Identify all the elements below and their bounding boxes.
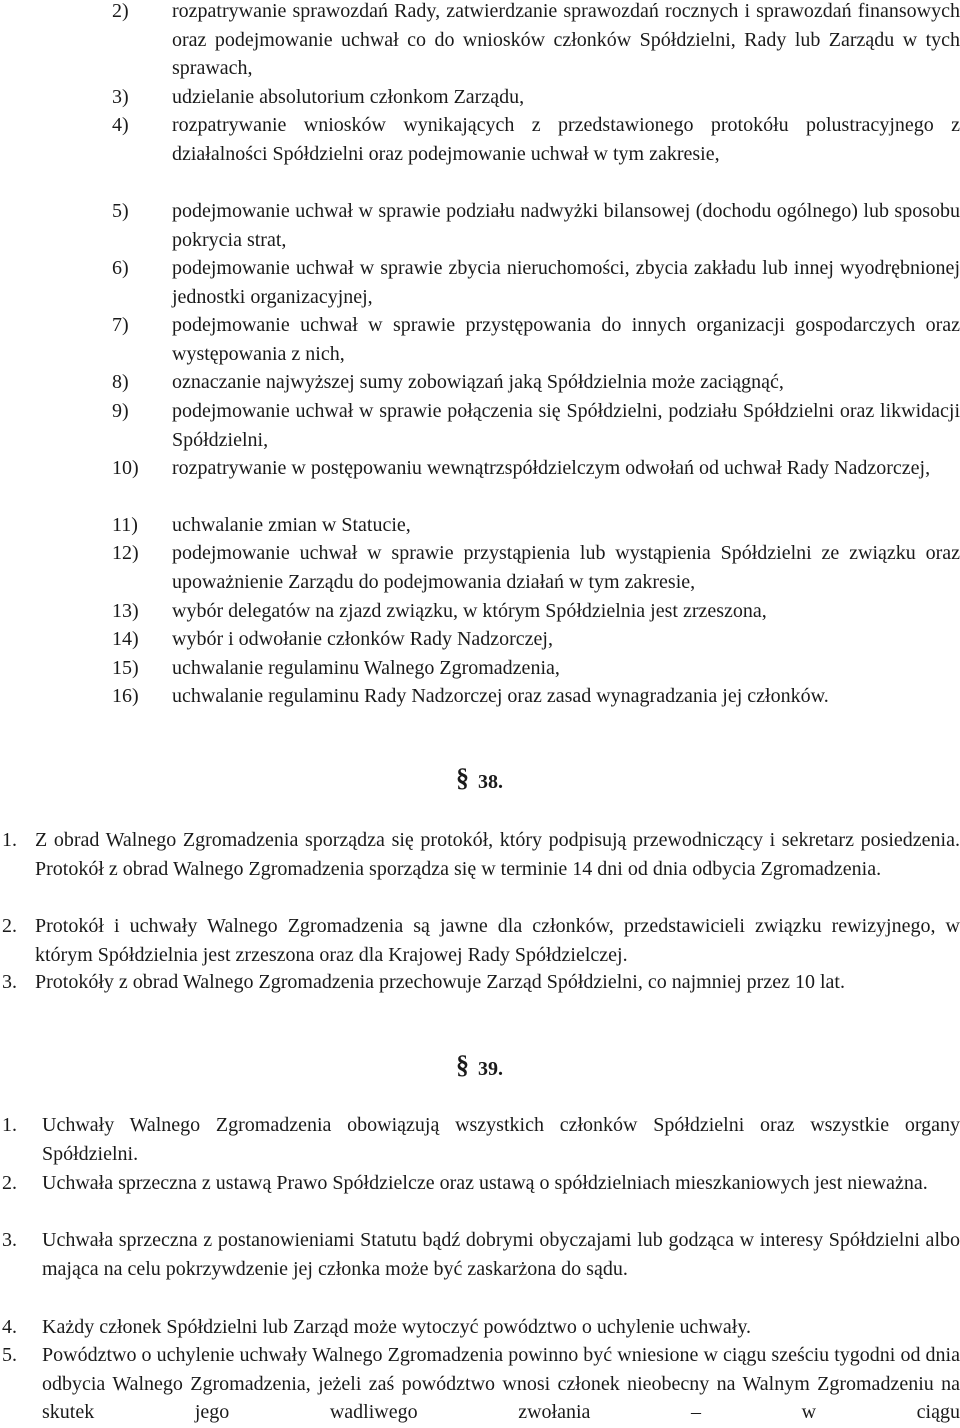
list-item-text: rozpatrywanie wniosków wynikających z przedstawionego protokółu polustracyjnego z działalności Spółdzielni oraz podejmowanie uchwał w tym zakresie, <box>172 114 960 165</box>
paragraph-number: 2. <box>2 1172 17 1194</box>
paragraph-number: 3. <box>2 971 17 993</box>
section-number: 39. <box>478 1058 503 1080</box>
paragraph-number: 5. <box>2 1344 17 1366</box>
list-item-number: 3) <box>112 86 129 108</box>
paragraph-text: Powództwo o uchylenie uchwały Walnego Zgromadzenia powinno być wniesione w ciągu sześciu tygodni od dnia odbycia Walnego Zgromadzenia, jeżeli zaś powództwo wnosi członek nieobecny na Walnym Zgromadzeniu na skutek jego wadliwego zwołania – w ciągu <box>42 1344 960 1424</box>
list-item-number: 6) <box>112 257 129 279</box>
list-item-text: podejmowanie uchwał w sprawie przystępowania do innych organizacji gospodarczych oraz występowania z nich, <box>172 314 960 365</box>
list-item-text: podejmowanie uchwał w sprawie przystąpienia lub wystąpienia Spółdzielni ze związku oraz upoważnienie Zarządu do podejmowania działań w tym zakresie, <box>172 542 960 593</box>
list-item-text: uchwalanie zmian w Statucie, <box>172 514 411 536</box>
list-item-text: wybór delegatów na zjazd związku, w którym Spółdzielnia jest zrzeszona, <box>172 600 767 622</box>
list-item-number: 10) <box>112 457 139 479</box>
list-item-text: wybór i odwołanie członków Rady Nadzorczej, <box>172 628 553 650</box>
list-item-number: 12) <box>112 542 139 564</box>
paragraph-number: 3. <box>2 1229 17 1251</box>
paragraph-text: Uchwały Walnego Zgromadzenia obowiązują wszystkich członków Spółdzielni oraz wszystkie organy Spółdzielni. <box>42 1114 960 1165</box>
list-item-text: uchwalanie regulaminu Walnego Zgromadzenia, <box>172 657 560 679</box>
list-item-text: rozpatrywanie w postępowaniu wewnątrzspółdzielczym odwołań od uchwał Rady Nadzorczej, <box>172 457 931 479</box>
list-item-number: 15) <box>112 657 139 679</box>
list-item-text: udzielanie absolutorium członkom Zarządu, <box>172 86 525 108</box>
list-item-number: 16) <box>112 685 139 707</box>
list-item-number: 8) <box>112 371 129 393</box>
list-item-number: 7) <box>112 314 129 336</box>
list-item-text: podejmowanie uchwał w sprawie zbycia nieruchomości, zbycia zakładu lub innej wyodrębnionej jednostki organizacyjnej, <box>172 257 960 308</box>
list-item-text: podejmowanie uchwał w sprawie połączenia się Spółdzielni, podziału Spółdzielni oraz likwidacji Spółdzielni, <box>172 400 960 451</box>
paragraph-number: 2. <box>2 915 17 937</box>
paragraph-text: Protokóły z obrad Walnego Zgromadzenia przechowuje Zarząd Spółdzielni, co najmniej przez 10 lat. <box>35 971 845 993</box>
section-symbol: § <box>456 1050 469 1079</box>
list-item-number: 4) <box>112 114 129 136</box>
list-item-number: 5) <box>112 200 129 222</box>
paragraph-number: 1. <box>2 829 17 851</box>
paragraph-text: Uchwała sprzeczna z postanowieniami Statutu bądź dobrymi obyczajami lub godząca w interesy Spółdzielni albo mająca na celu pokrzywdzenie jej członka może być zaskarżona do sądu. <box>42 1229 960 1280</box>
section-symbol: § <box>456 763 469 792</box>
list-item-number: 13) <box>112 600 139 622</box>
list-item-number: 9) <box>112 400 129 422</box>
list-item-number: 14) <box>112 628 139 650</box>
paragraph-number: 1. <box>2 1114 17 1136</box>
paragraph-text: Uchwała sprzeczna z ustawą Prawo Spółdzielcze oraz ustawą o spółdzielniach mieszkaniowych jest nieważna. <box>42 1172 928 1194</box>
paragraph-text: Protokół i uchwały Walnego Zgromadzenia są jawne dla członków, przedstawicieli związku rewizyjnego, w którym Spółdzielnia jest zrzeszona oraz dla Krajowej Rady Spółdzielczej. <box>35 915 960 966</box>
list-item-text: uchwalanie regulaminu Rady Nadzorczej oraz zasad wynagradzania jej członków. <box>172 685 829 707</box>
list-item-text: rozpatrywanie sprawozdań Rady, zatwierdzanie sprawozdań rocznych i sprawozdań finansowych oraz podejmowanie uchwał co do wniosków członków Spółdzielni, Rady lub Zarządu w tych sprawach, <box>172 0 960 80</box>
paragraph-text: Z obrad Walnego Zgromadzenia sporządza się protokół, który podpisują przewodniczący i sekretarz posiedzenia. Protokół z obrad Walnego Zgromadzenia sporządza się w terminie 14 dni od dnia odbycia Zgromadzenia. <box>35 829 960 880</box>
section-number: 38. <box>478 771 503 793</box>
list-item-number: 11) <box>112 514 138 536</box>
paragraph-number: 4. <box>2 1316 17 1338</box>
list-item-number: 2) <box>112 0 129 22</box>
list-item-text: oznaczanie najwyższej sumy zobowiązań jaką Spółdzielnia może zaciągnąć, <box>172 371 784 393</box>
list-item-text: podejmowanie uchwał w sprawie podziału nadwyżki bilansowej (dochodu ogólnego) lub sposobu pokrycia strat, <box>172 200 960 251</box>
paragraph-text: Każdy członek Spółdzielni lub Zarząd może wytoczyć powództwo o uchylenie uchwały. <box>42 1316 752 1338</box>
